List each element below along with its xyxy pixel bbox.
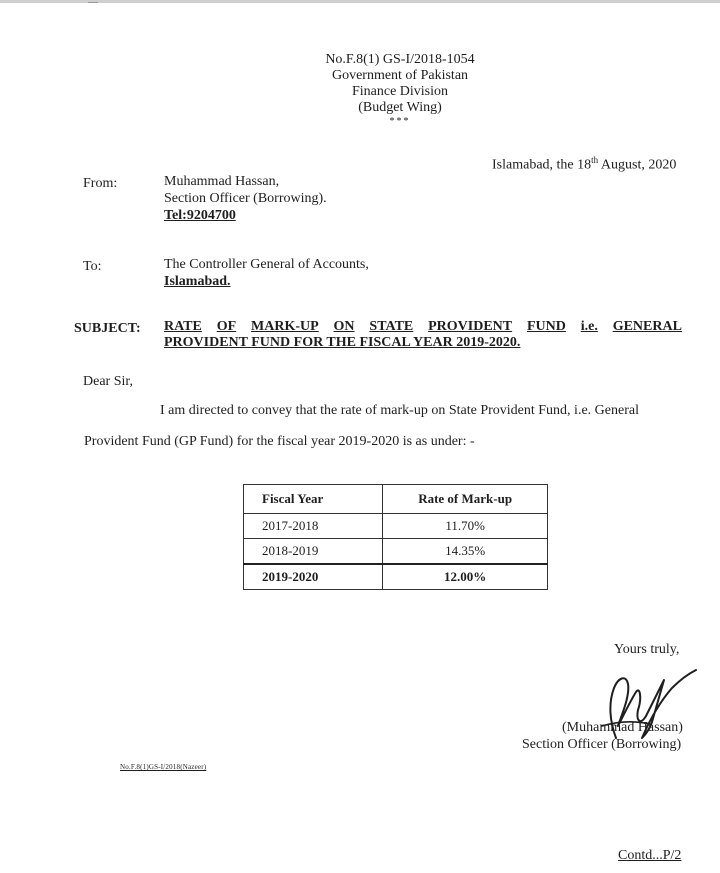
table-cell-year: 2017-2018	[244, 514, 383, 539]
to-city: Islamabad.	[164, 274, 231, 289]
body-line-1: I am directed to convey that the rate of mark-up on State Provident Fund, i.e. General	[160, 403, 639, 418]
subject-word: ON	[333, 319, 355, 334]
subject-text	[164, 319, 682, 351]
table-header-row	[244, 485, 548, 514]
subject-word: RATE	[164, 319, 202, 334]
subject-label: SUBJECT:	[74, 321, 141, 336]
to-addressee: The Controller General of Accounts,	[164, 257, 369, 272]
header-stars: ***	[389, 116, 411, 127]
table-cell-rate: 12.00%	[383, 564, 548, 590]
body-line-2: Provident Fund (GP Fund) for the fiscal year 2019-2020 is as under: -	[84, 434, 475, 449]
top-mark	[88, 2, 98, 3]
division-name: Finance Division	[351, 84, 449, 99]
signatory-name: (Muhammad Hassan)	[562, 720, 683, 735]
table-row	[244, 514, 548, 539]
subject-word: PROVIDENT	[428, 319, 513, 334]
reference-number: No.F.8(1)GS-I/2018(Nazeer)	[120, 763, 207, 771]
table-header-fiscal-year: Fiscal Year	[244, 485, 383, 514]
date-rest: August, 2020	[598, 157, 677, 173]
from-telephone: Tel:9204700	[164, 208, 236, 223]
from-label: From:	[83, 176, 118, 191]
table-row	[244, 564, 548, 590]
subject-word: i.e.	[580, 319, 598, 334]
table-header-rate: Rate of Mark-up	[383, 485, 548, 514]
subject-line-2: PROVIDENT FUND FOR THE FISCAL YEAR 2019-2020.	[164, 335, 521, 350]
letter-header	[260, 52, 540, 128]
table-cell-year: 2019-2020	[244, 564, 383, 590]
salutation: Dear Sir,	[83, 374, 133, 389]
subject-line-1	[164, 319, 682, 335]
date-suffix: th	[591, 155, 599, 165]
subject-word: OF	[216, 319, 237, 334]
from-designation: Section Officer (Borrowing).	[164, 191, 327, 206]
signatory-designation: Section Officer (Borrowing)	[522, 737, 682, 752]
continued-note: Contd...P/2	[618, 848, 682, 863]
markup-rate-table	[243, 484, 548, 590]
closing-yours-truly: Yours truly,	[614, 642, 680, 657]
date-prefix: Islamabad, the 18	[492, 157, 592, 173]
file-number: No.F.8(1) GS-I/2018-1054	[325, 52, 475, 67]
subject-word: MARK-UP	[251, 319, 319, 334]
table-cell-rate: 11.70%	[383, 514, 548, 539]
table-cell-year: 2018-2019	[244, 539, 383, 565]
table-row	[244, 539, 548, 565]
from-name: Muhammad Hassan,	[164, 174, 280, 189]
subject-word: STATE	[369, 319, 414, 334]
subject-word: FUND	[526, 319, 566, 334]
government-name: Government of Pakistan	[331, 68, 469, 83]
top-border	[0, 0, 720, 3]
table-cell-rate: 14.35%	[383, 539, 548, 565]
subject-word: GENERAL	[612, 319, 682, 334]
to-label: To:	[83, 259, 102, 274]
date-line	[492, 152, 676, 174]
wing-name: (Budget Wing)	[358, 100, 442, 115]
